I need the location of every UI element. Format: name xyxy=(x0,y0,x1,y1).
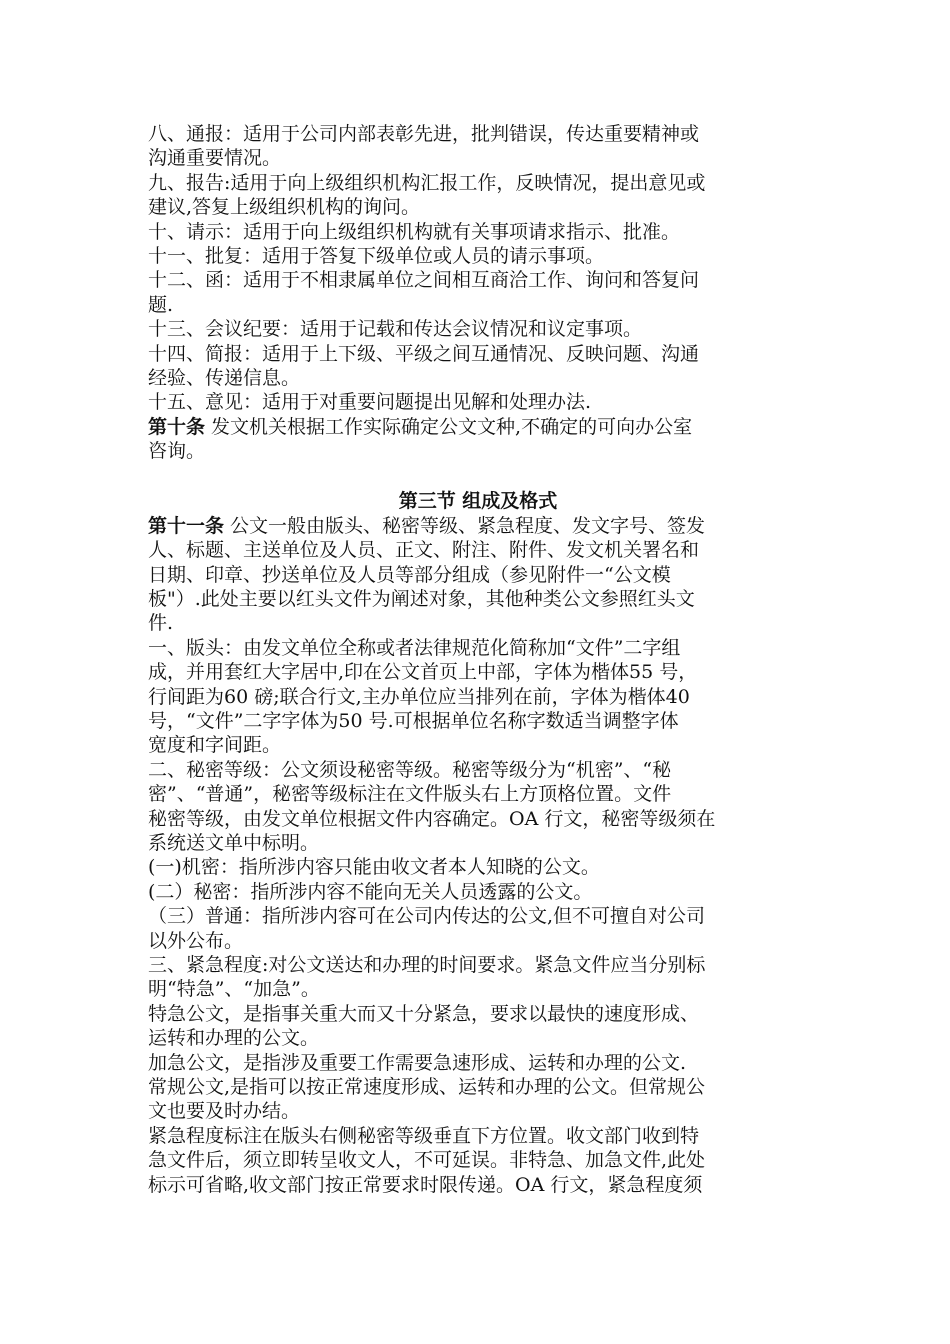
text-line: 二、秘密等级：公文须设秘密等级。秘密等级分为“机密”、“秘 xyxy=(148,758,672,781)
text-line: 八、通报：适用于公司内部表彰先进，批判错误，传达重要精神或 xyxy=(148,123,700,145)
text-line: 咨询。 xyxy=(148,440,206,463)
article-10-text: 发文机关根据工作实际确定公文文种,不确定的可向办公室 xyxy=(205,415,693,438)
text-line: 十、请示：适用于向上级组织机构就有关事项请求指示、批准。 xyxy=(148,220,681,243)
article-10-label: 第十条 xyxy=(148,415,206,438)
text-line: 建议,答复上级组织机构的询问。 xyxy=(148,196,421,219)
text-line: 板"）.此处主要以红头文件为阐述对象，其他种类公文参照红头文 xyxy=(148,587,695,610)
text-line: 十四、简报：适用于上下级、平级之间互通情况、反映问题、沟通 xyxy=(148,342,700,365)
text-line: (一)机密：指所涉内容只能由收文者本人知晓的公文。 xyxy=(148,856,600,879)
text-line: 十三、会议纪要：适用于记载和传达会议情况和议定事项。 xyxy=(148,318,643,341)
text-line: （三）普通：指所涉内容可在公司内传达的公文,但不可擅自对公司 xyxy=(148,905,706,928)
text-line: 题. xyxy=(148,293,174,316)
text-line: 十二、函：适用于不相隶属单位之间相互商洽工作、询问和答复问 xyxy=(148,269,700,292)
text-line: 明“特急”、“加急”。 xyxy=(148,978,320,1001)
document-page xyxy=(148,122,808,1197)
section-heading: 第三节 组成及格式 xyxy=(398,489,558,512)
text-line: 紧急程度标注在版头右侧秘密等级垂直下方位置。收文部门收到特 xyxy=(148,1124,700,1147)
text-line: 沟通重要情况。 xyxy=(148,147,282,170)
text-line: 特急公文，是指事关重大而又十分紧急，要求以最快的速度形成、 xyxy=(148,1002,700,1025)
text-line: 十五、意见：适用于对重要问题提出见解和处理办法. xyxy=(148,391,592,414)
text-line: 秘密等级，由发文单位根据文件内容确定。OA 行文，秘密等级须在 xyxy=(148,807,716,830)
article-11-line xyxy=(148,514,808,538)
text-line: 号，“文件”二字字体为50 号.可根据单位名称字数适当调整字体 xyxy=(148,709,679,732)
text-line: 一、版头：由发文单位全称或者法律规范化简称加“文件”二字组 xyxy=(148,636,681,659)
text-line: 人、标题、主送单位及人员、正文、附注、附件、发文机关署名和 xyxy=(148,539,700,562)
article-11-label: 第十一条 xyxy=(148,514,225,537)
text-line: 以外公布。 xyxy=(148,929,244,952)
article-10-line xyxy=(148,415,808,439)
text-line: 三、紧急程度:对公文送达和办理的时间要求。紧急文件应当分别标 xyxy=(148,954,706,976)
text-line: 宽度和字间距。 xyxy=(148,734,282,757)
text-line: 标示可省略,收文部门按正常要求时限传递。OA 行文，紧急程度须 xyxy=(148,1173,703,1196)
text-line: 件. xyxy=(148,612,174,635)
text-line: 九、报告:适用于向上级组织机构汇报工作，反映情况，提出意见或 xyxy=(148,171,706,194)
text-line: 运转和办理的公文。 xyxy=(148,1027,320,1050)
text-line: 加急公文，是指涉及重要工作需要急速形成、运转和办理的公文. xyxy=(148,1051,687,1074)
text-line: 密”、“普通”，秘密等级标注在文件版头右上方顶格位置。文件 xyxy=(148,783,672,806)
spacer xyxy=(148,464,808,488)
article-11-text: 公文一般由版头、秘密等级、紧急程度、发文字号、签发 xyxy=(224,514,706,537)
text-line: 十一、批复：适用于答复下级单位或人员的请示事项。 xyxy=(148,245,605,268)
text-line: 文也要及时办结。 xyxy=(148,1100,301,1123)
text-line: 常规公文,是指可以按正常速度形成、运转和办理的公文。但常规公 xyxy=(148,1076,706,1099)
text-line: 经验、传递信息。 xyxy=(148,367,301,390)
text-line: 急文件后，须立即转呈收文人，不可延误。非特急、加急文件,此处 xyxy=(148,1149,706,1172)
text-line: 成，并用套红大字居中,印在公文首页上中部，字体为楷体55 号， xyxy=(148,661,698,684)
text-line: 系统送文单中标明。 xyxy=(148,831,320,854)
text-line: (二）秘密：指所涉内容不能向无关人员透露的公文。 xyxy=(148,880,593,903)
text-line: 行间距为60 磅;联合行文,主办单位应当排列在前，字体为楷体40 xyxy=(148,685,690,708)
text-line: 日期、印章、抄送单位及人员等部分组成（参见附件一“公文模 xyxy=(148,563,671,586)
